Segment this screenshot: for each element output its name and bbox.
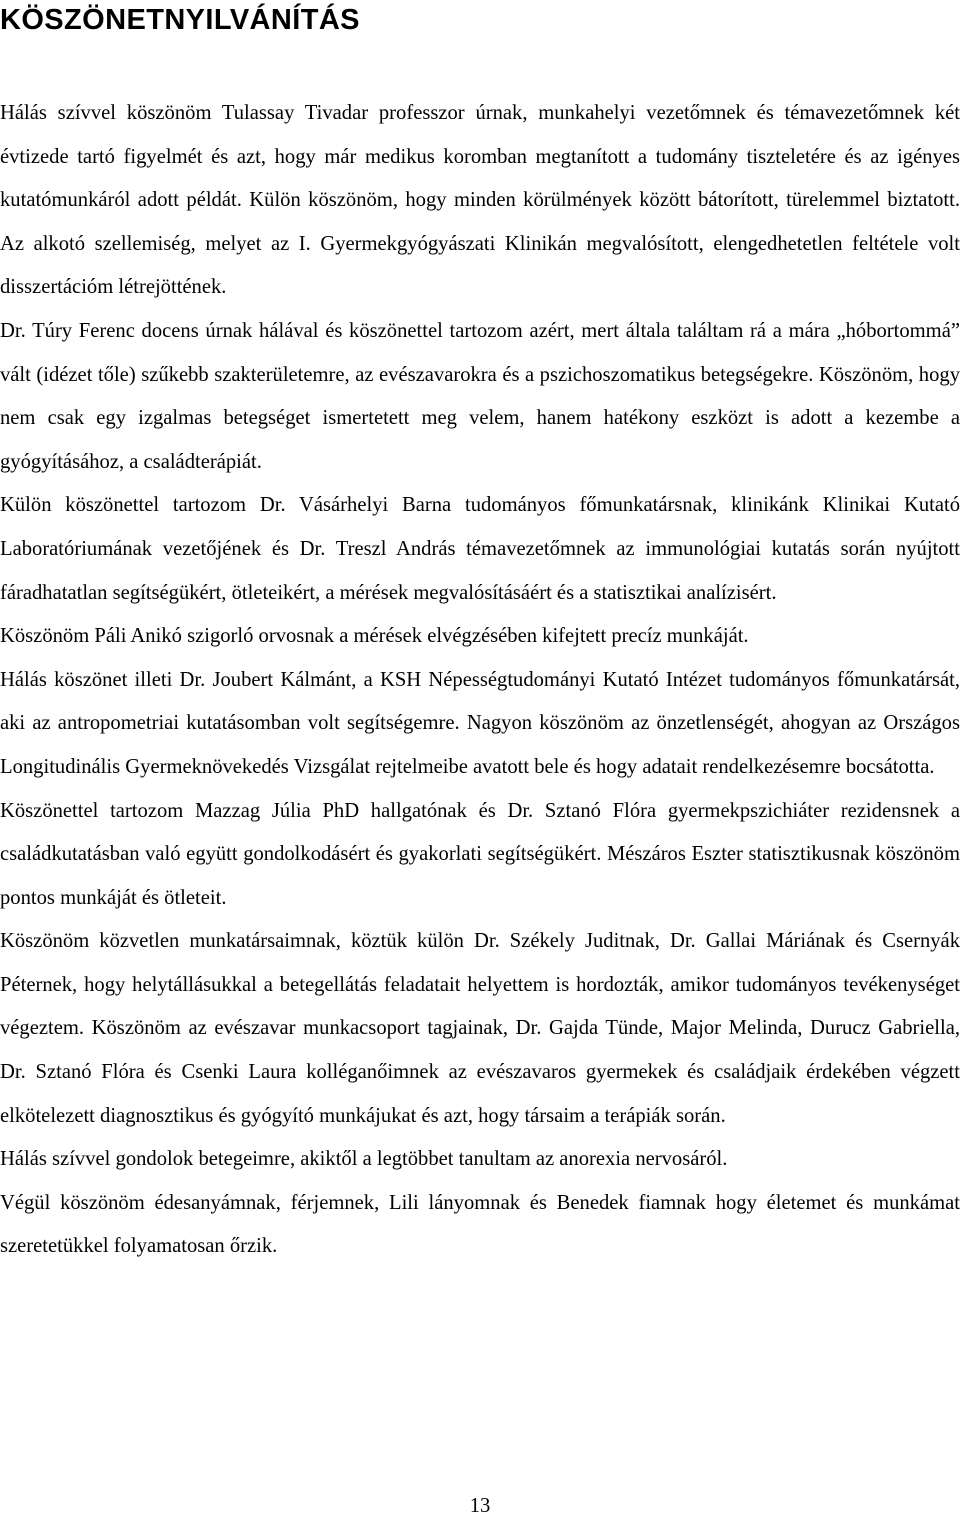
paragraph-family: Végül köszönöm édesanyámnak, férjemnek, Lili lányomnak és Benedek fiamnak hogy életemet és munkámat szeretetükkel folyamatosan őrzik. <box>0 1191 960 1258</box>
paragraph-vasarhelyi-treszl: Külön köszönettel tartozom Dr. Vásárhelyi Barna tudományos főmunkatársnak, klinikánk Klinikai Kutató Laboratóriumának vezetőjének és Dr. Treszl András témavezetőmnek az immunológiai kutatás során nyújtott fáradhatatlan segítségükért, ötleteikért, a mérések megvalósításáért és a statisztikai analízisért. <box>0 494 960 604</box>
paragraph-colleagues: Köszönöm közvetlen munkatársaimnak, köztük külön Dr. Székely Juditnak, Dr. Gallai Máriának és Csernyák Péternek, hogy helytállásukkal a betegellátás feladatait helyettem is hordozták, amikor tudományos tevékenységet végeztem. Köszönöm az evészavar munkacsoport tagjainak, Dr. Gajda Tünde, Major Melinda, Durucz Gabriella, Dr. Sztanó Flóra és Csenki Laura kolléganőimnek az evészavaros gyermekek és családjaik érdekében végzett elkötelezett diagnosztikus és gyógyító munkájukat és azt, hogy társaim a terápiák során. <box>0 930 960 1127</box>
paragraph-tury: Dr. Túry Ferenc docens úrnak hálával és köszönettel tartozom azért, mert általa találtam rá a mára „hóbortommá” vált (idézet tőle) szűkebb szakterületemre, az evészavarokra és a pszichoszomatikus betegségekre. Köszönöm, hogy nem csak egy izgalmas betegséget ismertetett meg velem, hanem hatékony eszközt is adott a kezembe a gyógyításához, a családterápiát. <box>0 319 960 473</box>
paragraph-mazzag-sztano: Köszönettel tartozom Mazzag Júlia PhD hallgatónak és Dr. Sztanó Flóra gyermekpszichiáter rezidensnek a családkutatásban való együtt gondolkodásért és gyakorlati segítségükért. Mészáros Eszter statisztikusnak köszönöm pontos munkáját és ötleteit. <box>0 799 960 909</box>
page-title: KÖSZÖNETNYILVÁNÍTÁS <box>0 4 360 36</box>
acknowledgements-body <box>0 92 960 1269</box>
paragraph-joubert: Hálás köszönet illeti Dr. Joubert Kálmánt, a KSH Népességtudományi Kutató Intézet tudományos főmunkatársát, aki az antropometriai kutatásomban volt segítségemre. Nagyon köszönöm az önzetlenségét, ahogyan az Országos Longitudinális Gyermeknövekedés Vizsgálat rejtelmeibe avatott bele és hogy adatait rendelkezésemre bocsátotta. <box>0 668 960 778</box>
paragraph-tulassay: Hálás szívvel köszönöm Tulassay Tivadar professzor úrnak, munkahelyi vezetőmnek és témavezetőmnek két évtizede tartó figyelmét és azt, hogy már medikus koromban megtanított a tudomány tiszteletére és az igényes kutatómunkáról adott példát. Külön köszönöm, hogy minden körülmények között bátorított, türelemmel biztatott. Az alkotó szellemiség, melyet az I. Gyermekgyógyászati Klinikán megvalósított, elengedhetetlen feltétele volt disszertációm létrejöttének. <box>0 102 960 299</box>
page-number: 13 <box>469 1495 491 1517</box>
paragraph-pali: Köszönöm Páli Anikó szigorló orvosnak a mérések elvégzésében kifejtett precíz munkáját. <box>0 625 749 648</box>
paragraph-patients: Hálás szívvel gondolok betegeimre, akiktől a legtöbbet tanultam az anorexia nervosáról. <box>0 1148 728 1171</box>
